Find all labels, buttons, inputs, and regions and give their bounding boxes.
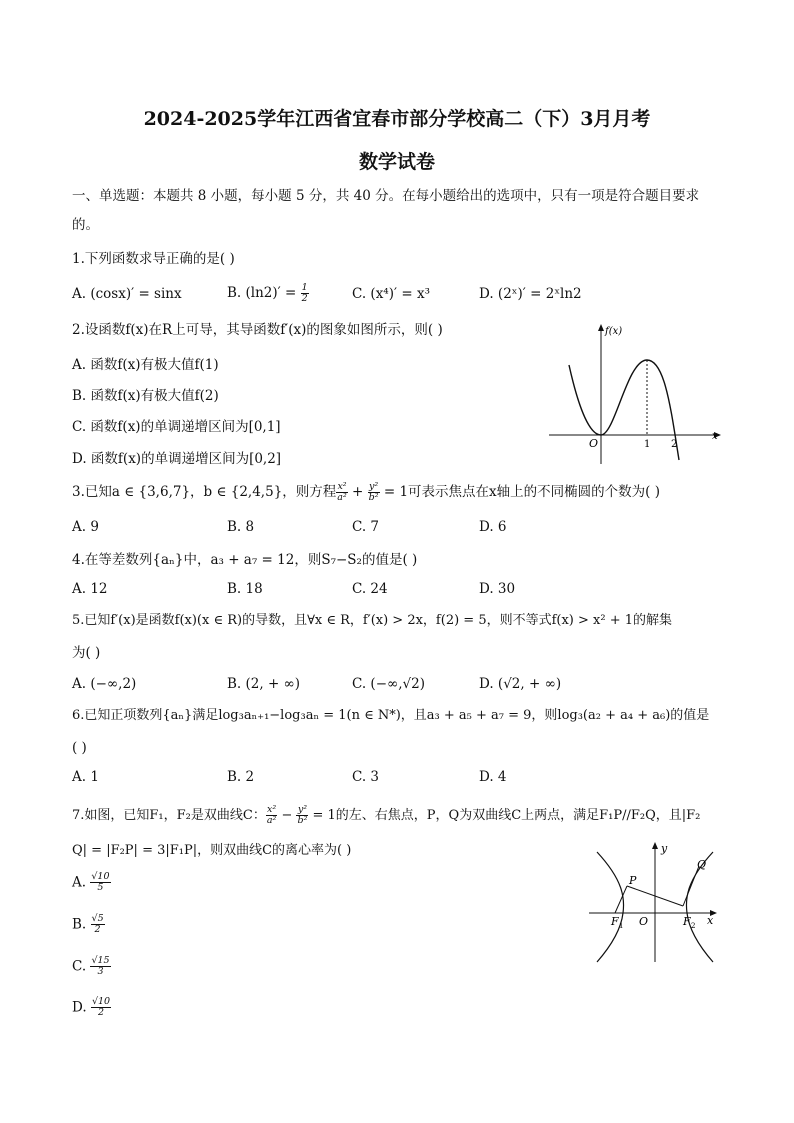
q2-xlabel: x <box>712 431 718 442</box>
q5-option-a: A. (−∞,2) <box>72 676 137 692</box>
paper-title: 2024-2025学年江西省宜春市部分学校高二（下）3月月考 <box>143 108 651 130</box>
q4-stem: 4.在等差数列{aₙ}中，a₃ + a₇ = 12，则S₇−S₂的值是( ) <box>72 552 418 568</box>
q2-option-b: B. 函数f(x)有极大值f(2) <box>72 388 219 404</box>
q2-option-c: C. 函数f(x)的单调递增区间为[0,1] <box>72 419 281 435</box>
q7-frac1-den: a² <box>266 815 277 826</box>
q7-option-a-label: A. <box>72 874 91 891</box>
q7-option-d-label: D. <box>72 999 91 1016</box>
q2-tick2: 2 <box>671 439 678 450</box>
q7-b-num: √5 <box>91 913 104 924</box>
q7-b-den: 2 <box>94 924 101 935</box>
q2-stem: 2.设函数f(x)在R上可导，其导函数f′(x)的图象如图所示，则( ) <box>72 322 443 338</box>
q7-f1-label: F <box>611 915 619 928</box>
q1-option-b-fraction <box>301 283 309 304</box>
q7-f2-sub: 2 <box>691 922 696 930</box>
q1-option-d: D. (2ˣ)′ = 2ˣln2 <box>479 286 582 302</box>
q7-option-c-label: C. <box>72 958 91 975</box>
q5-stem-line2: 为( ) <box>72 645 101 661</box>
q7-d-num: √10 <box>91 996 111 1007</box>
q4-option-c: C. 24 <box>352 581 388 597</box>
q7-option-b-label: B. <box>72 916 91 933</box>
q7-ylabel: y <box>661 842 668 855</box>
q7-point-q: Q <box>697 858 707 871</box>
q6-stem-line2: ( ) <box>72 740 87 756</box>
q2-origin-label: O <box>589 437 599 450</box>
q6-stem-line1: 6.已知正项数列{aₙ}满足log₃aₙ₊₁−log₃aₙ = 1(n ∈ N*)，且a₃ + a₅ + a₇ = 9，则log₃(a₂ + a₄ + a₆)的值是 <box>72 708 710 723</box>
q3-frac1-num: x² <box>337 481 347 492</box>
q1-option-a: A. (cosx)′ = sinx <box>72 286 182 302</box>
q3-option-d: D. 6 <box>479 519 507 535</box>
q7-frac1 <box>266 805 277 826</box>
q6-option-b: B. 2 <box>227 769 255 785</box>
q7-d-den: 2 <box>97 1007 105 1018</box>
q7-a-den: 5 <box>97 882 104 893</box>
q2-y-arrow <box>598 324 604 331</box>
q3-stem-suffix: = 1可表示焦点在x轴上的不同椭圆的个数为( ) <box>379 484 660 500</box>
q7-y-arrow <box>652 842 658 849</box>
q2-option-a: A. 函数f(x)有极大值f(1) <box>72 357 219 373</box>
q7-f1-sub: 1 <box>619 922 624 930</box>
q7-frac2-den: b² <box>297 815 308 826</box>
q6-option-a: A. 1 <box>72 769 99 785</box>
q6-option-c: C. 3 <box>352 769 380 785</box>
q7-c-num: √15 <box>91 955 110 966</box>
q7-stem-line2: Q| = |F₂P| = 3|F₁P|，则双曲线C的离心率为( ) <box>72 843 352 858</box>
q3-frac1-den: a² <box>337 492 347 503</box>
q7-option-b-fraction <box>91 914 105 935</box>
q6-option-d: D. 4 <box>479 769 507 785</box>
q3-stem <box>72 482 660 503</box>
q7-origin: O <box>639 915 649 928</box>
q2-derivative-graph <box>545 320 725 468</box>
q3-option-b: B. 8 <box>227 519 255 535</box>
q5-option-d: D. (√2, + ∞) <box>479 676 562 692</box>
q4-option-a: A. 12 <box>72 581 108 597</box>
q7-minus: − <box>277 808 297 823</box>
q7-segment-f2q <box>683 866 699 906</box>
q3-stem-prefix: 3.已知a ∈ {3,6,7}，b ∈ {2,4,5}，则方程 <box>72 484 337 500</box>
q3-plus: + <box>347 484 368 500</box>
q1-option-b-prefix: B. (ln2)′ = <box>227 285 301 301</box>
q3-frac2-num: y² <box>369 481 379 492</box>
paper-subtitle: 数学试卷 <box>358 151 435 173</box>
q7-option-b <box>72 914 105 935</box>
section-header-line1: 一、单选题：本题共 8 小题，每小题 5 分，共 40 分。在每小题给出的选项中，只有一项是符合题目要求 <box>72 188 700 204</box>
q7-frac2-num: y² <box>297 804 308 815</box>
q1-stem: 1.下列函数求导正确的是( ) <box>72 251 235 267</box>
q1-option-b <box>227 283 309 304</box>
q7-c-den: 3 <box>97 966 104 977</box>
q1-b-den: 2 <box>301 293 308 304</box>
q7-option-d-fraction <box>91 997 111 1018</box>
q5-option-b: B. (2, + ∞) <box>227 676 301 692</box>
q7-frac1-num: x² <box>266 804 277 815</box>
q7-stem-prefix: 7.如图，已知F₁，F₂是双曲线C： <box>72 808 266 823</box>
section-header-line2: 的。 <box>72 217 99 233</box>
q2-curve <box>569 360 679 460</box>
q7-option-d <box>72 997 111 1018</box>
q2-tick1: 1 <box>644 439 651 450</box>
q7-frac2 <box>296 805 308 826</box>
q7-a-num: √10 <box>91 871 110 882</box>
q7-left-branch <box>597 852 624 962</box>
q3-option-c: C. 7 <box>352 519 380 535</box>
q7-f2-label: F <box>683 915 691 928</box>
q1-option-c: C. (x⁴)′ = x³ <box>352 286 430 302</box>
q3-frac2-den: b² <box>368 492 379 503</box>
q5-stem-line1: 5.已知f′(x)是函数f(x)(x ∈ R)的导数，且∀x ∈ R，f′(x) > 2x，f(2) = 5，则不等式f(x) > x² + 1的解集 <box>72 613 672 628</box>
q7-stem-suffix: = 1的左、右焦点，P，Q为双曲线C上两点，满足F₁P//F₂Q，且|F₂ <box>308 808 701 823</box>
q3-frac2 <box>368 482 380 503</box>
q7-option-a <box>72 872 111 893</box>
q7-stem-line1 <box>72 805 700 826</box>
q7-option-a-fraction <box>90 872 110 893</box>
q4-option-b: B. 18 <box>227 581 263 597</box>
q7-option-c <box>72 956 111 977</box>
q3-frac1 <box>336 482 347 503</box>
q3-option-a: A. 9 <box>72 519 99 535</box>
q7-option-c-fraction <box>90 956 110 977</box>
q2-ylabel: f(x) <box>605 326 623 337</box>
q5-option-c: C. (−∞,√2) <box>352 676 426 692</box>
q7-hyperbola-graph <box>585 838 725 968</box>
q1-b-num: 1 <box>301 282 308 293</box>
q7-point-p: P <box>629 874 637 887</box>
q2-option-d: D. 函数f(x)的单调递增区间为[0,2] <box>72 451 282 467</box>
q7-xlabel: x <box>707 914 714 927</box>
q4-option-d: D. 30 <box>479 581 516 597</box>
